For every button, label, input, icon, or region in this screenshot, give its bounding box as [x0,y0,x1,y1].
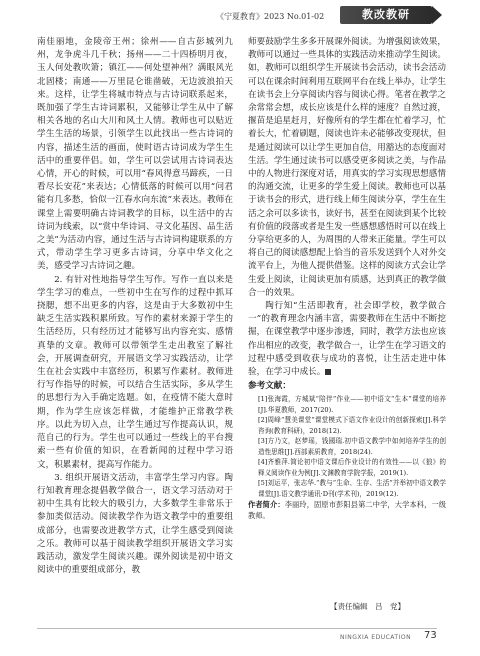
right-column [248,36,446,521]
journal-name: NINGXIA EDUCATION [340,634,412,641]
paragraph-text: 陶行知“生活即教育，社会即学校，教学做合一”的教育理念内涵丰富，需要教师在生活中不断挖掘，在课堂教学中逐步渗透，同时，教学方法也应该作出相应的改变，教学做合一，让学生在学习语文的过程中感受到收获与成功的喜悦，让生活走进中体验，在学习中成长。 [248,301,446,378]
references-title: 参考文献： [248,381,291,392]
left-column [37,36,233,577]
reference-item: [4]齐雅萍.简论初中语文课后作业设计的有效性——以《狼》的释义阅读作业为例[J].文渊教育学院学报，2019(1). [258,458,446,477]
end-mark-icon [325,369,331,375]
reference-item: [2]周峰“慧美课堂”课堂模式下语文作业设计的创新探索[J].科学咨询(教育科研)，2018(12). [258,416,446,435]
page-footer [0,624,480,644]
author-text: 李丽玲，固原市彭阳县第二中学，大学本科，一级教师。 [248,500,446,521]
author-info [248,499,446,521]
magazine-info: 《宁夏教育》2023 No.01-02 [216,12,325,21]
page-number: 73 [424,630,437,641]
paragraph: 3. 组织开展语文活动，丰富学生学习内容。陶行知教育理念提倡教学做合一，语文学习活动对于初中生具有比较大的吸引力，大多数学生非常乐于参加类似活动。阅读教学作为语文教学中的重要组成部分，也需要改进教学方式，让学生感受到阅读之乐。教师可以基于阅读教学组织开展语文学习实践活动，激发学生阅读兴趣。课外阅读是初中语文阅读中的重要组成部分，教 [37,472,233,576]
reference-item: [1]张海霞，方城斌“陪伴”作业——初中语文“生本”课堂的培养[J].华夏教师，2017(20). [258,395,446,414]
paragraph: 师要鼓励学生多多开展课外阅读。为增强阅读效果，教师可以通过一些具体的实践活动来推动学生阅读。如，教师可以组织学生开展读书会活动，读书会活动可以在课余时间利用互联网平台在线上举办，让学生在读书会上分享阅读内容与阅读心得。笔者在教学之余常常会想，成长应该是什么样的速度？自然过渡，揠苗是追星赶月，好像所有的学生都在忙着学习，忙着长大，忙着刷题，阅读也许未必能够改变现状，但是通过阅读可以让学生更加自信，用豁达的态度面对生活。学生通过读书可以感受更多阅读之美，与作品中的人物进行深度对话，用真实的学习实现思想感情的沟通交流，让更多的学生爱上阅读。教师也可以基于读书会的形式，进行线上师生阅读分享，学生在生活之余可以多读书，读好书，甚至在阅读到某个比较有价值的段落或者是生发一些感想感悟时可以在线上分享给更多的人，为周围的人带来正能量。学生可以将自己的阅读感想配上恰当的音乐发送到个人对外交流平台上，为他人提供借鉴。这样的阅读方式会让学生爱上阅读，让阅读更加有质感，达到真正的教学做合一的效果。 [248,37,446,298]
editor-note: 【责任编辑 吕 党】 [330,602,405,611]
section-banner: 教改教研 [340,6,432,24]
paragraph: 南佳丽地，金陵帝王州；徐州——自古彭城列九州，龙争虎斗几千秋；扬州——二十四桥明月夜，玉人何处教吹箫；镇江——何处望神州？满眼风光北固楼；南通——万里昆仑谁凿破，无边波浪拍天来。这样，让学生将城市特点与古诗词联系起来，既加强了学生古诗词累积，又能够让学生从中了解相关各地的名山大川和风土人情。教师也可以贴近学生生活的场景，引领学生以此找出一些古诗词的内容，描述生活的画面，使时语古诗词成为学生生活中的重要伴侣。如，学生可以尝试用古诗词表达心情，开心的时候，可以用“春风得意马蹄疾，一日看尽长安花”来表达；心情低落的时候可以用“问君能有几多愁，恰似一江春水向东流”来表达。教师在课堂上需要明确古诗词教学的目标，以生活中的古诗词为线索，以“赏中华诗词、寻文化基因、品生活之美”为活动内容，通过生活与古诗词构建联系的方式，带动学生学习更多古诗词，分享中华文化之美，感受学习古诗词之趣。 [37,37,233,272]
author-label: 作者简介： [248,500,285,510]
footer-divider [37,628,437,629]
paragraph [248,300,446,379]
reference-item: [5]刘运平，张志华.“教与“生命、生存、生活”并举初中语文教学课堂[J].语文教学通讯·D刊(学术刊)，2019(12). [258,479,446,498]
reference-item: [3]方乃文，赵梦瑶，钱國瑞.初中语文教学中如何培养学生的创造性思维[J].西部素质教育，2018(24). [258,437,446,456]
paragraph: 2. 有针对性地指导学生写作。写作一直以来是学生学习的难点，一些初中生在写作的过程中抓耳挠腮，想不出更多的内容，这是由于大多数初中生缺乏生活实践积累所致。写作的素材来源于学生的生活经历，只有经历过才能够写出内容充实、感情真挚的文章。教师可以带领学生走出教室了解社会，开展调查研究，开展语文学习实践活动，让学生在社会实践中丰富经历，积累写作素材。教师进行写作指导的时候，可以结合生活实际，多从学生的思想行为入手确定选题。如，在疫情不能大意时期，作为学生应该怎样做，才能维护正常教学秩序。以此为切入点，让学生通过写作提高认识，规范自己的行为。学生也可以通过一些线上的平台搜索一些有价值的知识，在看新闻的过程中学习语文，积累素材，提高写作能力。 [37,274,233,470]
page-header [0,0,480,40]
